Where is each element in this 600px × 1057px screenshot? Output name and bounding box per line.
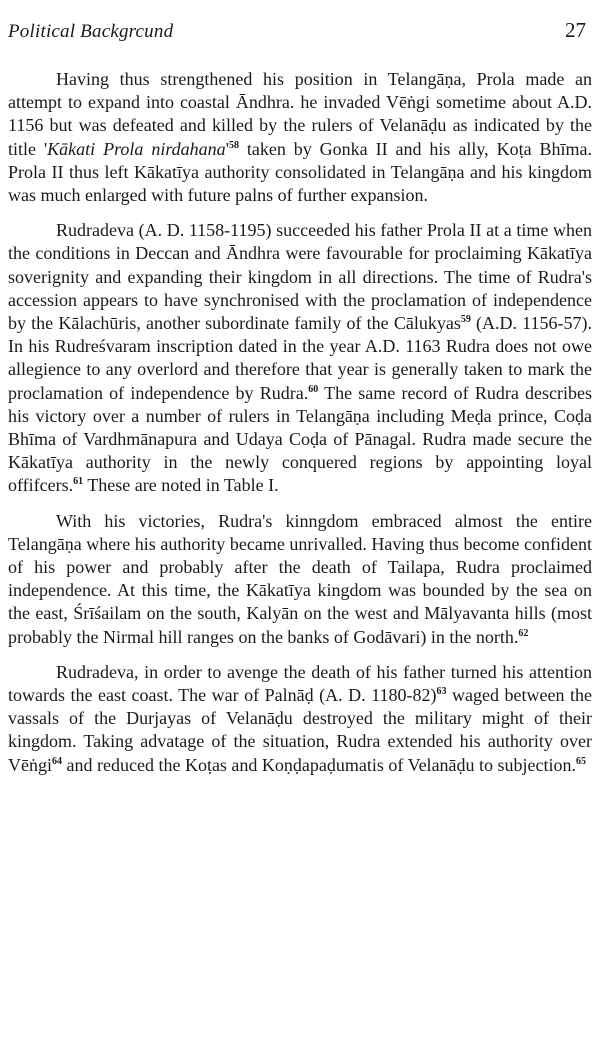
running-header [8, 18, 592, 48]
running-title: Political Backgrcund [8, 21, 174, 42]
footnote-ref-59: 59 [460, 314, 471, 326]
body-text [8, 68, 592, 777]
text-run: (A.D. 1156-57). In his Rudreśvaram inscription dated in the year A.D. 1163 Rudra does not owe allegience to any overlord and therefore that year is generally taken to mark the proclamation of independence by Rudra. [8, 313, 593, 403]
text-run: The same record of Rudra describes his victory over a number of rulers in Telangāṇa including Meḍa prince, Coḍa Bhīma of Vardhmānapura and Udaya Coḍa of Pānagal. Rudra made secure the Kākatīya authority in the newly conquered regions by appointing loyal offifcers. [8, 382, 592, 496]
footnote-ref-64: 64 [52, 755, 62, 767]
text-run: Having thus strengthened his position in Telangāṇa, Prola made an attempt to expand into coastal Āndhra. he invaded Vēṅgi sometime about A.D. 1156 but was defeated and killed by the rulers of Velanāḍu as indicated by the title ' [8, 69, 592, 159]
footnote-ref-61: 61 [73, 476, 84, 488]
text-run: With his victories, Rudra's kinngdom embraced almost the entire Telangāṇa where his authority became unrivalled. Having thus become confident of his power and probably after the death of Tailapa, Rudra proclaimed independence. At this time, the Kākatīya kingdom was bounded by the sea on the east, Śrīśailam on the south, Kalyān on the west and Mālyavanta hills (most probably the Nirmal hill ranges on the banks of Godāvari) in the north. [8, 510, 592, 647]
footnote-ref-63: 63 [436, 686, 447, 698]
paragraph-2 [8, 219, 592, 497]
text-run: Rudradeva (A. D. 1158-1195) succeeded his father Prola II at a time when the conditions in Deccan and Āndhra were favourable for proclaiming Kākatīya soverignity and expanding their kingdom in all directions. The time of Rudra's accession appears to have synchronised with the proclamation of independence by the Kālachūris, another subordinate family of the Cālukyas [8, 220, 592, 334]
text-run: taken by Gonka II and his ally, Koṭa Bhīma. Prola II thus left Kākatīya authority consolidated in Telangāṇa and his kingdom was much enlarged with future palns of further expansion. [8, 138, 592, 206]
paragraph-4 [8, 661, 592, 777]
title-quote: Kākati Prola nirdahana [47, 138, 226, 159]
footnote-ref-62: 62 [518, 627, 529, 639]
text-run: and reduced the Koṭas and Koṇḍapaḍumatis of Velanāḍu to subjection. [62, 754, 577, 775]
footnote-ref-65: 65 [576, 755, 587, 767]
paragraph-1 [8, 68, 592, 207]
paragraph-3 [8, 510, 592, 649]
page-number: 27 [565, 18, 586, 42]
text-run: These are noted in Table I. [83, 475, 279, 496]
footnote-ref-58: 58 [228, 139, 239, 151]
text-run: Rudradeva, in order to avenge the death of his father turned his attention towards the east coast. The war of Palnāḍ (A. D. 1180-82) [8, 661, 592, 706]
text-run: ' [225, 138, 229, 159]
footnote-ref-60: 60 [308, 383, 319, 395]
text-run: waged between the vassals of the Durjayas of Velanāḍu destroyed the military might of their kingdom. Taking advatage of the situation, Rudra extended his authority over Vēṅgi [8, 685, 593, 775]
